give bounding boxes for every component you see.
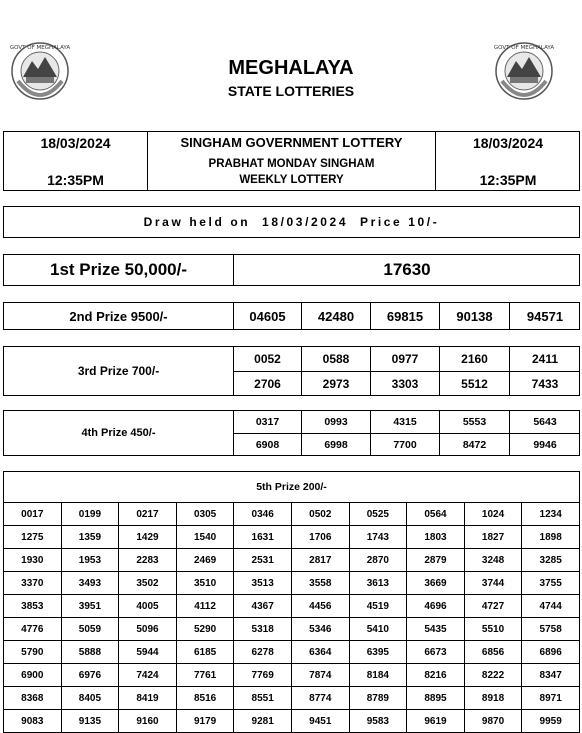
third-prize-number: 7433 bbox=[531, 376, 559, 391]
fifth-prize-number: 3493 bbox=[61, 572, 119, 595]
fifth-prize-number: 4696 bbox=[407, 595, 465, 618]
fifth-prize-number: 6278 bbox=[234, 641, 292, 664]
fourth-prize-number: 7700 bbox=[393, 438, 417, 451]
fifth-prize-number: 6976 bbox=[61, 664, 119, 687]
fifth-prize-number: 1706 bbox=[291, 526, 349, 549]
fifth-prize-number: 8895 bbox=[407, 687, 465, 710]
fourth-prize-number: 9946 bbox=[533, 438, 557, 451]
fifth-prize-number: 3513 bbox=[234, 572, 292, 595]
fifth-prize-number: 4727 bbox=[464, 595, 522, 618]
fifth-prize-table bbox=[3, 502, 580, 733]
fifth-prize-number: 9135 bbox=[61, 710, 119, 733]
table-row bbox=[4, 664, 580, 687]
third-prize-number: 0977 bbox=[391, 352, 419, 366]
page-title: MEGHALAYA bbox=[228, 56, 354, 79]
third-prize-label: 3rd Prize 700/- bbox=[77, 364, 160, 378]
first-prize-number: 17630 bbox=[383, 260, 431, 279]
fifth-prize-number: 8516 bbox=[176, 687, 234, 710]
fourth-prize-number: 4315 bbox=[393, 416, 417, 428]
fifth-prize-number: 3502 bbox=[119, 572, 177, 595]
fifth-prize-number: 5290 bbox=[176, 618, 234, 641]
fifth-prize-number: 4112 bbox=[176, 595, 234, 618]
table-row bbox=[4, 687, 580, 710]
fifth-prize-number: 8368 bbox=[4, 687, 62, 710]
third-prize-number: 5512 bbox=[461, 376, 488, 391]
fourth-prize-number: 5643 bbox=[533, 416, 557, 428]
fifth-prize-number: 0564 bbox=[407, 503, 465, 526]
fifth-prize-number: 7874 bbox=[291, 664, 349, 687]
fifth-prize-number: 6395 bbox=[349, 641, 407, 664]
lottery-name: SINGHAM GOVERNMENT LOTTERY bbox=[180, 134, 403, 150]
third-prize-number: 2411 bbox=[531, 352, 559, 366]
fifth-prize-number: 1540 bbox=[176, 526, 234, 549]
fifth-prize-number: 5758 bbox=[522, 618, 580, 641]
draw-name-line2: WEEKLY LOTTERY bbox=[239, 174, 344, 186]
fifth-prize-number: 9870 bbox=[464, 710, 522, 733]
fifth-prize-number: 6364 bbox=[291, 641, 349, 664]
third-prize-number: 2160 bbox=[461, 352, 488, 366]
fifth-prize-number: 8222 bbox=[464, 664, 522, 687]
fifth-prize-number: 5346 bbox=[291, 618, 349, 641]
fifth-prize-number: 3744 bbox=[464, 572, 522, 595]
third-prize-number: 2973 bbox=[322, 376, 350, 391]
draw-time-right: 12:35PM bbox=[479, 172, 537, 188]
fifth-prize-number: 2283 bbox=[119, 549, 177, 572]
fifth-prize-number: 5318 bbox=[234, 618, 292, 641]
fifth-prize-number: 8184 bbox=[349, 664, 407, 687]
fourth-prize-number: 8472 bbox=[462, 438, 487, 451]
fifth-prize-number: 5096 bbox=[119, 618, 177, 641]
fifth-prize-number: 2531 bbox=[234, 549, 292, 572]
fifth-prize-number: 0217 bbox=[119, 503, 177, 526]
draw-date-left: 18/03/2024 bbox=[40, 135, 111, 151]
fifth-prize-label: 5th Prize 200/- bbox=[256, 481, 327, 493]
fifth-prize-number: 5059 bbox=[61, 618, 119, 641]
first-prize-label: 1st Prize 50,000/- bbox=[49, 260, 188, 279]
fourth-prize-number: 0317 bbox=[255, 416, 280, 428]
fifth-prize-number: 4744 bbox=[522, 595, 580, 618]
fifth-prize-number: 1234 bbox=[522, 503, 580, 526]
third-prize-number: 0052 bbox=[254, 352, 281, 366]
table-row bbox=[4, 710, 580, 733]
table-row bbox=[4, 572, 580, 595]
svg-text:GOVT OF MEGHALAYA: GOVT OF MEGHALAYA bbox=[493, 45, 555, 51]
fifth-prize-number: 3370 bbox=[4, 572, 62, 595]
fifth-prize-number: 3669 bbox=[407, 572, 465, 595]
third-prize-number: 2706 bbox=[254, 376, 281, 391]
fifth-prize-number: 2870 bbox=[349, 549, 407, 572]
fourth-prize-number: 6908 bbox=[255, 438, 280, 451]
fifth-prize-number: 9281 bbox=[234, 710, 292, 733]
draw-held-text: Draw held on 18/03/2024 Price 10/- bbox=[143, 215, 440, 229]
fourth-prize-block bbox=[3, 410, 580, 456]
fifth-prize-number: 1953 bbox=[61, 549, 119, 572]
fifth-prize-number: 1898 bbox=[522, 526, 580, 549]
fourth-prize-number: 0993 bbox=[324, 416, 348, 428]
draw-name-line1: PRABHAT MONDAY SINGHAM bbox=[208, 158, 375, 170]
fifth-prize-number: 1803 bbox=[407, 526, 465, 549]
page-subtitle: STATE LOTTERIES bbox=[227, 83, 355, 99]
fifth-prize-number: 0199 bbox=[61, 503, 119, 526]
fifth-prize-number: 8789 bbox=[349, 687, 407, 710]
fourth-prize-label: 4th Prize 450/- bbox=[81, 427, 156, 439]
draw-time-left: 12:35PM bbox=[47, 172, 104, 188]
fifth-prize-number: 0525 bbox=[349, 503, 407, 526]
fifth-prize-number: 6185 bbox=[176, 641, 234, 664]
table-row bbox=[4, 641, 580, 664]
fifth-prize-number: 4367 bbox=[234, 595, 292, 618]
table-row bbox=[4, 595, 580, 618]
fifth-prize-number: 6900 bbox=[4, 664, 62, 687]
fifth-prize-number: 8971 bbox=[522, 687, 580, 710]
fifth-prize-number: 9959 bbox=[522, 710, 580, 733]
fifth-prize-number: 0502 bbox=[291, 503, 349, 526]
fifth-prize-number: 2879 bbox=[407, 549, 465, 572]
fifth-prize-number: 8551 bbox=[234, 687, 292, 710]
fifth-prize-number: 8419 bbox=[119, 687, 177, 710]
fifth-prize-number: 1359 bbox=[61, 526, 119, 549]
fifth-prize-number: 1631 bbox=[234, 526, 292, 549]
fifth-prize-number: 5510 bbox=[464, 618, 522, 641]
draw-info-box bbox=[3, 131, 580, 191]
table-row bbox=[4, 503, 580, 526]
fifth-prize-number: 1743 bbox=[349, 526, 407, 549]
fifth-prize-number: 1930 bbox=[4, 549, 62, 572]
third-prize-number: 3303 bbox=[391, 376, 419, 391]
fifth-prize-number: 3853 bbox=[4, 595, 62, 618]
first-prize-row bbox=[3, 254, 580, 286]
fifth-prize-number: 5790 bbox=[4, 641, 62, 664]
table-row bbox=[4, 549, 580, 572]
second-prize-number: 69815 bbox=[386, 308, 424, 324]
fifth-prize-number: 9160 bbox=[119, 710, 177, 733]
fifth-prize-number: 1429 bbox=[119, 526, 177, 549]
third-prize-block bbox=[3, 346, 580, 396]
second-prize-row bbox=[3, 302, 580, 330]
fifth-prize-number: 5435 bbox=[407, 618, 465, 641]
table-row bbox=[4, 526, 580, 549]
fourth-prize-number: 6998 bbox=[324, 438, 348, 451]
fifth-prize-number: 3285 bbox=[522, 549, 580, 572]
fifth-prize-number: 1024 bbox=[464, 503, 522, 526]
fifth-prize-number: 0017 bbox=[4, 503, 62, 526]
fifth-prize-number: 7761 bbox=[176, 664, 234, 687]
fifth-prize-number: 0305 bbox=[176, 503, 234, 526]
fifth-prize-number: 8774 bbox=[291, 687, 349, 710]
fifth-prize-number: 6673 bbox=[407, 641, 465, 664]
fifth-prize-number: 1827 bbox=[464, 526, 522, 549]
fifth-prize-number: 5410 bbox=[349, 618, 407, 641]
fifth-prize-number: 5888 bbox=[61, 641, 119, 664]
fifth-prize-number: 8347 bbox=[522, 664, 580, 687]
draw-held-line bbox=[3, 206, 580, 238]
fifth-prize-number: 7769 bbox=[234, 664, 292, 687]
fifth-prize-number: 9451 bbox=[291, 710, 349, 733]
fifth-prize-number: 8918 bbox=[464, 687, 522, 710]
fifth-prize-number: 4519 bbox=[349, 595, 407, 618]
fifth-prize-number: 9179 bbox=[176, 710, 234, 733]
fifth-prize-number: 6896 bbox=[522, 641, 580, 664]
fifth-prize-number: 4005 bbox=[119, 595, 177, 618]
fifth-prize-number: 3755 bbox=[522, 572, 580, 595]
fifth-prize-number: 8405 bbox=[61, 687, 119, 710]
table-row bbox=[4, 618, 580, 641]
fifth-prize-number: 9619 bbox=[407, 710, 465, 733]
fifth-prize-number: 8216 bbox=[407, 664, 465, 687]
second-prize-number: 42480 bbox=[317, 308, 355, 324]
fifth-prize-number: 9083 bbox=[4, 710, 62, 733]
fifth-prize-number: 7424 bbox=[119, 664, 177, 687]
second-prize-label: 2nd Prize 9500/- bbox=[69, 308, 168, 324]
fourth-prize-number: 5553 bbox=[462, 416, 487, 428]
fifth-prize-number: 4776 bbox=[4, 618, 62, 641]
second-prize-number: 94571 bbox=[526, 308, 564, 324]
fifth-prize-number: 3558 bbox=[291, 572, 349, 595]
fifth-prize-number: 2817 bbox=[291, 549, 349, 572]
fifth-prize-number: 6856 bbox=[464, 641, 522, 664]
fifth-prize-number: 3248 bbox=[464, 549, 522, 572]
draw-date-right: 18/03/2024 bbox=[472, 135, 544, 151]
fifth-prize-number: 0346 bbox=[234, 503, 292, 526]
fifth-prize-header bbox=[3, 471, 580, 503]
fifth-prize-number: 3951 bbox=[61, 595, 119, 618]
fifth-prize-number: 4456 bbox=[291, 595, 349, 618]
fifth-prize-number: 3510 bbox=[176, 572, 234, 595]
third-prize-number: 0588 bbox=[322, 352, 350, 366]
fifth-prize-number: 5944 bbox=[119, 641, 177, 664]
fifth-prize-number: 3613 bbox=[349, 572, 407, 595]
fifth-prize-number: 2469 bbox=[176, 549, 234, 572]
svg-text:GOVT OF MEGHALAYA: GOVT OF MEGHALAYA bbox=[9, 45, 71, 51]
fifth-prize-number: 1275 bbox=[4, 526, 62, 549]
fifth-prize-number: 9583 bbox=[349, 710, 407, 733]
second-prize-number: 90138 bbox=[456, 308, 493, 324]
second-prize-number: 04605 bbox=[249, 308, 286, 324]
